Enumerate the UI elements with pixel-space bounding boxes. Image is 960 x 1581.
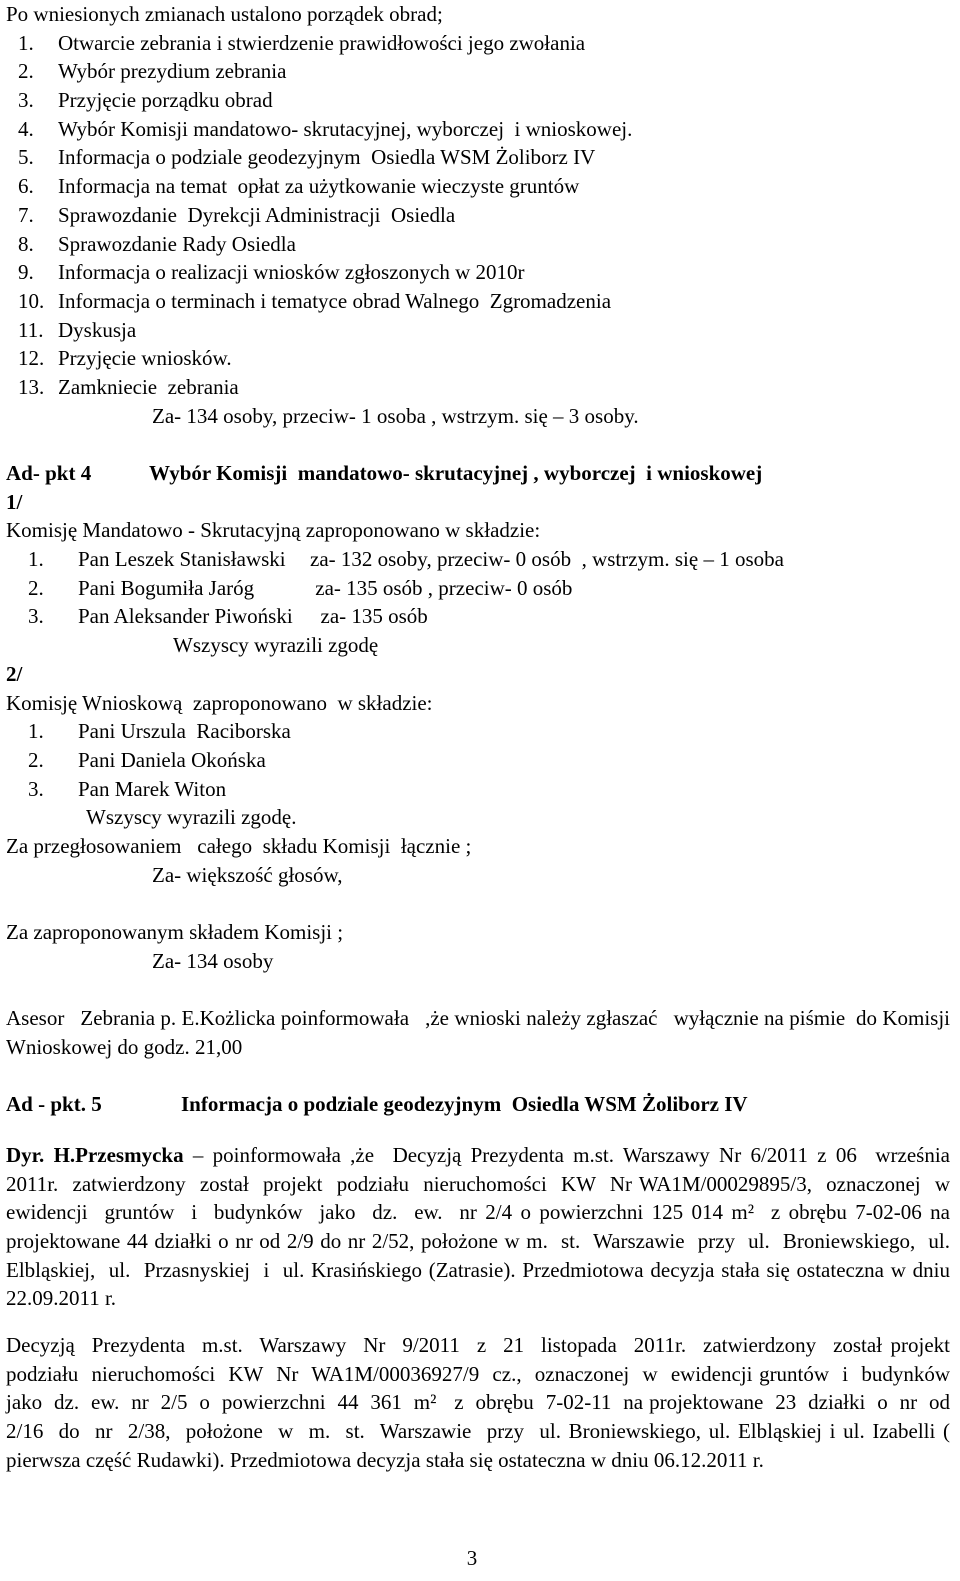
list-item: 10. Informacja o terminach i tematyce obrad Walnego Zgromadzenia [18, 288, 612, 313]
list-item: 1. Otwarcie zebrania i stwierdzenie prawidłowości jego zwołania [18, 30, 586, 55]
proposed-committee-vote-label: Za zaproponowanym składem Komisji ; [6, 920, 344, 944]
agenda-list [6, 29, 950, 402]
motions-committee-intro: Komisję Wnioskową zaproponowano w składzie: [6, 690, 433, 715]
list-item: 8. Sprawozdanie Rady Osiedla [18, 231, 296, 256]
list-item: 6. Informacja na temat opłat za użytkowanie wieczyste gruntów [18, 174, 580, 199]
section-5-paragraph-2: Decyzją Prezydenta m.st. Warszawy Nr 9/2011 z 21 listopada 2011r. zatwierdzony został projekt podziału nieruchomości KW Nr WA1M/00036927/9 cz., oznaczonej w ewidencji gruntów i budynków jako dz. ew. nr 2/5 o powierzchni 44 361 m² z obrębu 7-02-11 na projektowane 23 działki o nr od 2/16 do nr 2/38, położone w m. st. Warszawie przy ul. Broniewskiego, ul. Elbląskiej i ul. Izabelli ( pierwsza część Rudawki). Przedmiotowa decyzja stała się ostateczna w dniu 06.12.2011 r. [6, 1333, 960, 1472]
list-item: 2. Pani Daniela Okońska [28, 747, 266, 772]
motions-committee-list [6, 717, 950, 803]
section-5-label: Ad - pkt. 5 [6, 1092, 102, 1117]
document-page [6, 0, 960, 1475]
section-5-heading [6, 1090, 950, 1119]
asesor-note: Asesor Zebrania p. E.Kożlicka poinformowała ,że wnioski należy zgłaszać wyłącznie na piśmie do Komisji Wnioskowej do godz. 21,00 [6, 1006, 960, 1059]
list-item: 1. Pan Leszek Stanisławski za- 132 osoby, przeciw- 0 osób , wstrzym. się – 1 osoba [28, 547, 784, 572]
list-item: 1. Pani Urszula Raciborska [28, 719, 291, 744]
list-item: 12. Przyjęcie wniosków. [18, 346, 232, 371]
agenda-vote-result: Za- 134 osoby, przeciw- 1 osoba , wstrzym. się – 3 osoby. [152, 403, 639, 428]
motions-committee-consent: Wszyscy wyrazili zgodę. [86, 805, 297, 830]
section-4-label: Ad- pkt 4 [6, 461, 92, 485]
list-item: 2. Wybór prezydium zebrania [18, 59, 287, 84]
proposed-committee-vote-result: Za- 134 osoby [152, 948, 274, 973]
list-item: 11. Dyskusja [18, 317, 137, 342]
subsection-1-number: 1/ [6, 489, 23, 514]
list-item: 3. Pan Aleksander Piwoński za- 135 osób [28, 604, 428, 629]
mandate-committee-list [6, 545, 950, 631]
section-4-title: Wybór Komisji mandatowo- skrutacyjnej , wyborczej i wnioskowej [149, 461, 763, 485]
page-number: 3 [466, 1546, 478, 1570]
list-item: 3. Pan Marek Witon [28, 776, 227, 801]
list-item: 2. Pani Bogumiła Jaróg za- 135 osób , przeciw- 0 osób [28, 575, 573, 600]
list-item: 13. Zamkniecie zebrania [18, 374, 239, 399]
list-item: 7. Sprawozdanie Dyrekcji Administracji Osiedla [18, 202, 456, 227]
mandate-committee-intro: Komisję Mandatowo - Skrutacyjną zaproponowano w składzie: [6, 518, 541, 543]
speaker-name: Dyr. H.Przesmycka [6, 1142, 184, 1167]
mandate-committee-consent: Wszyscy wyrazili zgodę [173, 633, 379, 658]
list-item: 5. Informacja o podziale geodezyjnym Osiedla WSM Żoliborz IV [18, 145, 596, 170]
whole-committee-vote-result: Za- większość głosów, [152, 862, 343, 887]
list-item: 4. Wybór Komisji mandatowo- skrutacyjnej, wyborczej i wnioskowej. [18, 116, 633, 141]
section-5-paragraph-1: Dyr. H.Przesmycka – poinformowała ,że Decyzją Prezydenta m.st. Warszawy Nr 6/2011 z 06 września 2011r. zatwierdzony został projekt podziału nieruchomości KW Nr WA1M/00029895/3, oznaczonej w ewidencji gruntów i budynków jako dz. ew. nr 2/4 o powierzchni 125 014 m² z obrębu 7-02-06 na projektowane 44 działki o nr od 2/9 do nr 2/52, położone w m. st. Warszawie przy ul. Broniewskiego, ul. Elbląskiej, ul. Przasnyskiej i ul. Krasińskiego (Zatrasie). Przedmiotowa decyzja stała się ostateczna w dniu 22.09.2011 r. [6, 1142, 960, 1311]
list-item: 3. Przyjęcie porządku obrad [18, 88, 273, 113]
subsection-2-number: 2/ [6, 661, 23, 686]
section-5-title: Informacja o podziale geodezyjnym Osiedla WSM Żoliborz IV [181, 1092, 748, 1117]
list-item: 9. Informacja o realizacji wniosków zgłoszonych w 2010r [18, 260, 525, 285]
agenda-intro: Po wniesionych zmianach ustalono porządek obrad; [6, 2, 443, 26]
whole-committee-vote-label: Za przegłosowaniem całego składu Komisji łącznie ; [6, 833, 472, 858]
section-4-heading [6, 459, 950, 488]
